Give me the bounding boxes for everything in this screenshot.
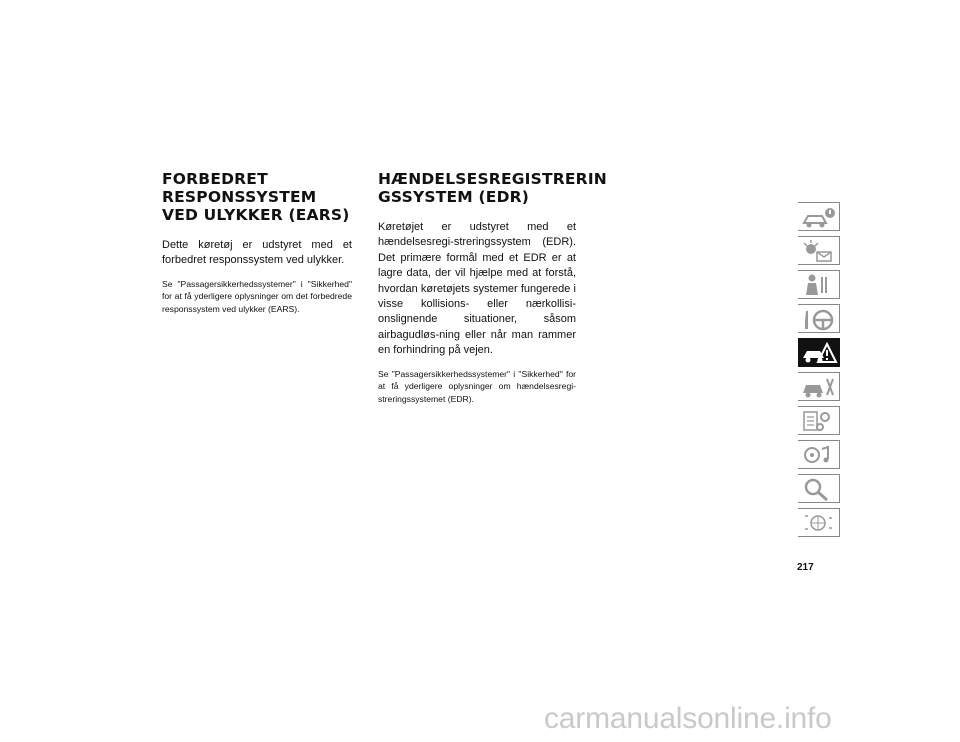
chapter-tab-index[interactable] xyxy=(798,474,840,503)
chapter-tab-starting[interactable] xyxy=(798,304,840,333)
language-icon xyxy=(800,511,838,536)
index-search-icon xyxy=(800,477,838,502)
edr-heading: HÆNDELSESREGISTRERIN GSSYSTEM (EDR) xyxy=(378,170,607,206)
light-message-icon xyxy=(800,239,838,264)
car-service-icon xyxy=(800,375,838,400)
multimedia-icon xyxy=(800,443,838,468)
section-ears xyxy=(162,170,352,316)
ears-note-text: Se "Passagersikkerhedssystemer" i "Sikkerhed" for at få yderligere oplysninger om det forbedrede responssystem ved ulykker (EARS). xyxy=(162,278,352,314)
footer-watermark-url[interactable]: carmanualsonline.info xyxy=(544,702,832,735)
section-edr xyxy=(378,170,607,405)
emergency-hazard-icon xyxy=(800,341,838,366)
chapter-tab-safety[interactable] xyxy=(798,270,840,299)
edr-body-text: Køretøjet er udstyret med et hændelsesregi-streringssystem (EDR). Det primære formål med et EDR er at lagre data, der vil hjælpe med at forstå, hvordan køretøjets systemer fungerede i visse kollisions- eller nærkollisi-onslignende situationer, såsom airbagudløs-ning eller når man rammer en forhindring på vejen. xyxy=(378,221,576,357)
ears-heading: FORBEDRET RESPONSSYSTEM VED ULYKKER (EARS) xyxy=(162,170,350,224)
chapter-tab-specs[interactable] xyxy=(798,406,840,435)
ears-body-text: Dette køretøj er udstyret med et forbedret responssystem ved ulykker. xyxy=(162,239,352,267)
chapter-tab-multimedia[interactable] xyxy=(798,440,840,469)
chapter-tab-language[interactable] xyxy=(798,508,840,537)
car-info-icon xyxy=(800,205,838,230)
steering-wheel-icon xyxy=(800,307,838,332)
specifications-icon xyxy=(800,409,838,434)
edr-note-text: Se "Passagersikkerhedssystemer" i "Sikkerhed" for at få yderligere oplysninger om hændelsesregi-streringssystemet (EDR). xyxy=(378,368,576,404)
chapter-tab-emergency[interactable] xyxy=(798,338,840,367)
chapter-tab-service[interactable] xyxy=(798,372,840,401)
chapter-tab-instruments[interactable] xyxy=(798,236,840,265)
chapter-tab-intro[interactable] xyxy=(798,202,840,231)
page-number: 217 xyxy=(797,562,814,573)
seat-safety-icon xyxy=(800,273,838,298)
